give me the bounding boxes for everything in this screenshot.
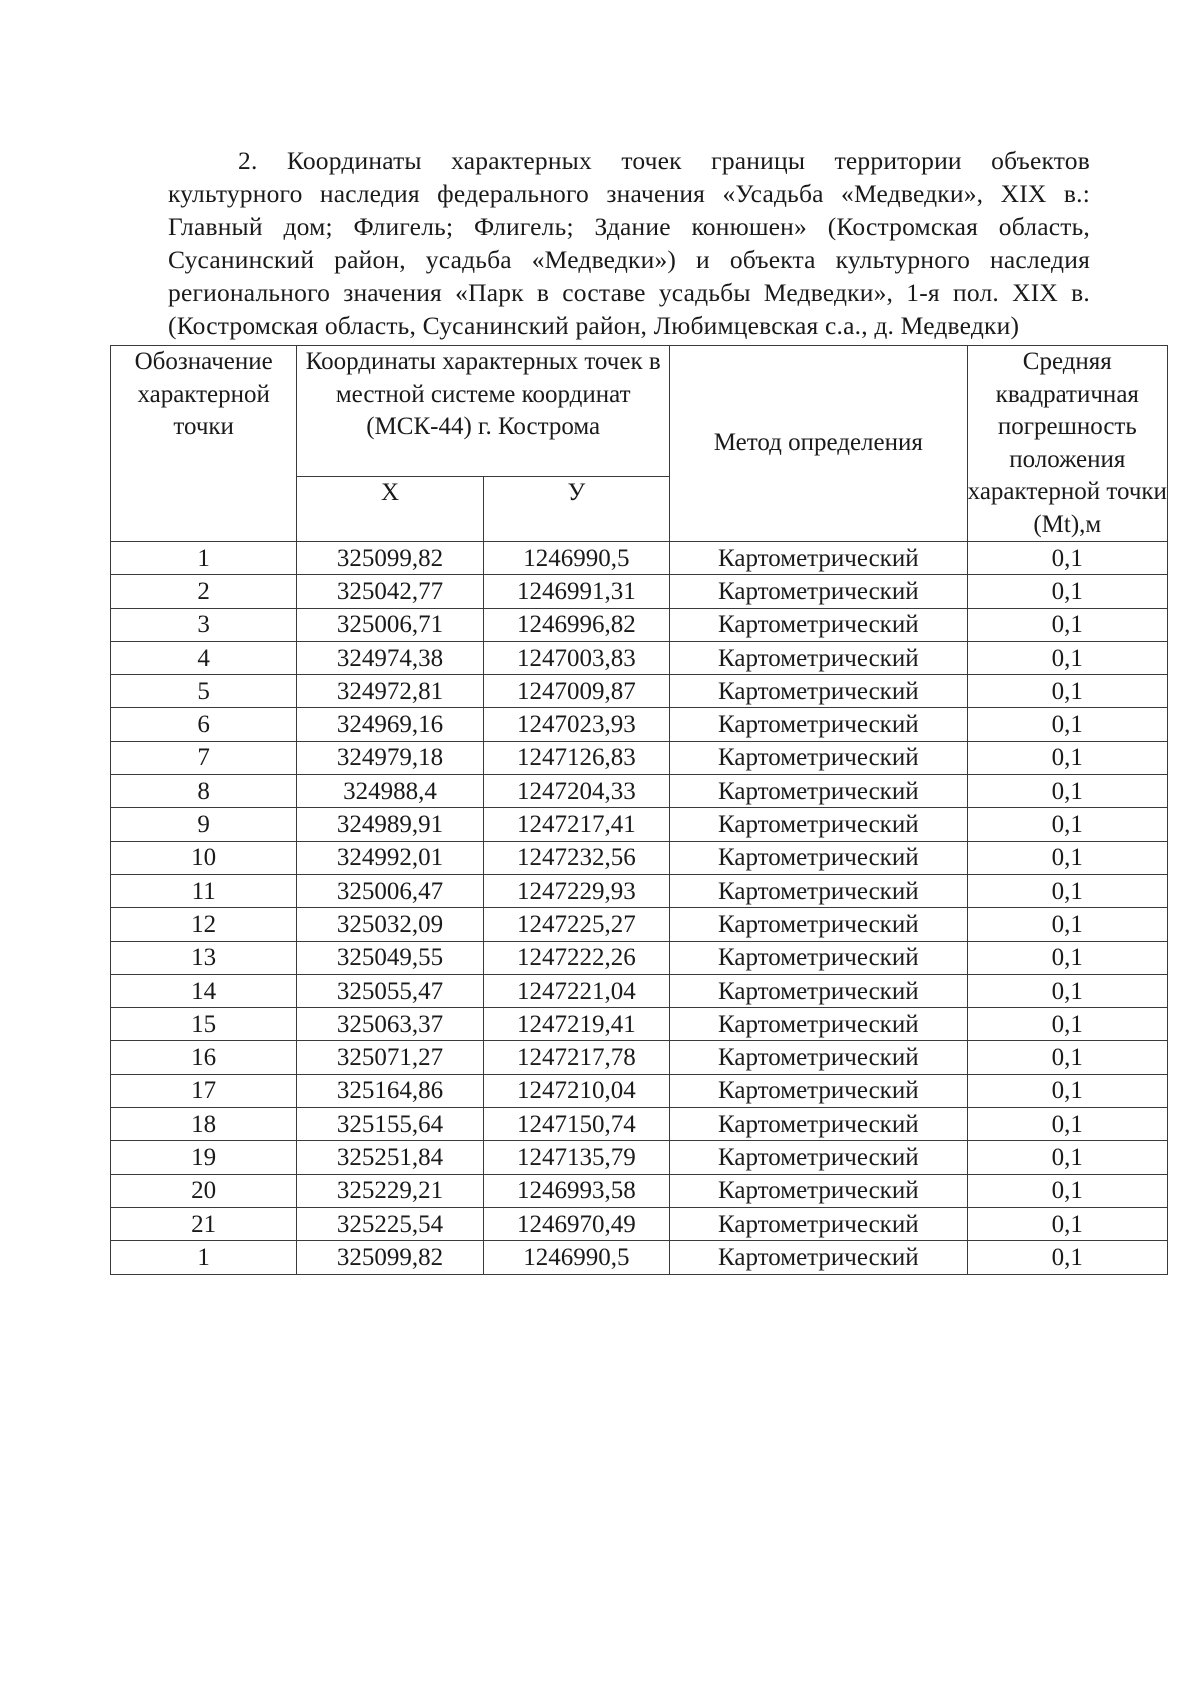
cell-y: 1247221,04 [483, 974, 669, 1007]
cell-y: 1247229,93 [483, 874, 669, 907]
cell-point: 4 [111, 641, 297, 674]
cell-y: 1247219,41 [483, 1008, 669, 1041]
cell-x: 324969,16 [297, 708, 483, 741]
cell-y: 1246991,31 [483, 575, 669, 608]
cell-method: Картометрический [670, 575, 968, 608]
cell-y: 1246990,5 [483, 1241, 669, 1274]
cell-error: 0,1 [967, 1008, 1167, 1041]
table-row [111, 542, 1168, 575]
cell-error: 0,1 [967, 841, 1167, 874]
cell-method: Картометрический [670, 708, 968, 741]
cell-error: 0,1 [967, 908, 1167, 941]
table-row [111, 1074, 1168, 1107]
cell-y: 1247210,04 [483, 1074, 669, 1107]
cell-error: 0,1 [967, 542, 1167, 575]
cell-method: Картометрический [670, 741, 968, 774]
cell-x: 325049,55 [297, 941, 483, 974]
cell-method: Картометрический [670, 1041, 968, 1074]
cell-x: 325071,27 [297, 1041, 483, 1074]
cell-error: 0,1 [967, 641, 1167, 674]
cell-x: 325155,64 [297, 1108, 483, 1141]
cell-point: 16 [111, 1041, 297, 1074]
cell-method: Картометрический [670, 542, 968, 575]
table-row [111, 775, 1168, 808]
cell-error: 0,1 [967, 775, 1167, 808]
table-row [111, 908, 1168, 941]
table-row [111, 974, 1168, 1007]
cell-x: 324972,81 [297, 675, 483, 708]
cell-method: Картометрический [670, 941, 968, 974]
cell-point: 6 [111, 708, 297, 741]
header-row [111, 346, 1168, 477]
cell-point: 8 [111, 775, 297, 808]
cell-method: Картометрический [670, 608, 968, 641]
cell-error: 0,1 [967, 675, 1167, 708]
cell-error: 0,1 [967, 1241, 1167, 1274]
cell-y: 1247217,41 [483, 808, 669, 841]
table-row [111, 1008, 1168, 1041]
cell-y: 1247135,79 [483, 1141, 669, 1174]
cell-point: 1 [111, 542, 297, 575]
cell-x: 325006,71 [297, 608, 483, 641]
cell-y: 1247023,93 [483, 708, 669, 741]
table-row [111, 675, 1168, 708]
cell-method: Картометрический [670, 1108, 968, 1141]
cell-point: 17 [111, 1074, 297, 1107]
cell-error: 0,1 [967, 1108, 1167, 1141]
cell-method: Картометрический [670, 675, 968, 708]
table-row [111, 608, 1168, 641]
cell-point: 20 [111, 1174, 297, 1207]
cell-error: 0,1 [967, 575, 1167, 608]
table-row [111, 1174, 1168, 1207]
table-row [111, 741, 1168, 774]
cell-x: 324979,18 [297, 741, 483, 774]
cell-x: 325099,82 [297, 1241, 483, 1274]
cell-x: 325164,86 [297, 1074, 483, 1107]
cell-point: 7 [111, 741, 297, 774]
cell-error: 0,1 [967, 1041, 1167, 1074]
cell-method: Картометрический [670, 1008, 968, 1041]
cell-method: Картометрический [670, 908, 968, 941]
header-point: Обозначение характерной точки [111, 346, 297, 542]
cell-point: 3 [111, 608, 297, 641]
cell-x: 324989,91 [297, 808, 483, 841]
cell-point: 18 [111, 1108, 297, 1141]
cell-error: 0,1 [967, 974, 1167, 1007]
header-x: Х [297, 477, 483, 542]
header-coords: Координаты характерных точек в местной системе координат (МСК-44) г. Кострома [297, 346, 670, 477]
table-row [111, 641, 1168, 674]
cell-method: Картометрический [670, 1241, 968, 1274]
intro-paragraph: 2. Координаты характерных точек границы территории объектов культурного наследия федерального значения «Усадьба «Медведки», XIX в.: Главный дом; Флигель; Флигель; Здание конюшен» (Костромская область, Сусанинский район, усадьба «Медведки») и объекта культурного наследия регионального значения «Парк в составе усадьбы Медведки», 1-я пол. XIX в. (Костромская область, Сусанинский район, Любимцевская с.а., д. Медведки) [168, 145, 1090, 340]
cell-point: 11 [111, 874, 297, 907]
cell-y: 1246993,58 [483, 1174, 669, 1207]
coordinates-table [110, 345, 1168, 1275]
cell-x: 325006,47 [297, 874, 483, 907]
cell-method: Картометрический [670, 974, 968, 1007]
cell-point: 10 [111, 841, 297, 874]
cell-error: 0,1 [967, 708, 1167, 741]
table-row [111, 874, 1168, 907]
cell-point: 15 [111, 1008, 297, 1041]
table-row [111, 1041, 1168, 1074]
cell-x: 325063,37 [297, 1008, 483, 1041]
cell-y: 1246996,82 [483, 608, 669, 641]
cell-method: Картометрический [670, 874, 968, 907]
cell-y: 1247009,87 [483, 675, 669, 708]
table-row [111, 841, 1168, 874]
cell-x: 324992,01 [297, 841, 483, 874]
cell-method: Картометрический [670, 641, 968, 674]
cell-point: 21 [111, 1207, 297, 1240]
cell-error: 0,1 [967, 1141, 1167, 1174]
cell-y: 1247126,83 [483, 741, 669, 774]
cell-error: 0,1 [967, 874, 1167, 907]
table-row [111, 1141, 1168, 1174]
cell-x: 324988,4 [297, 775, 483, 808]
header-y: У [483, 477, 669, 542]
table-row [111, 575, 1168, 608]
cell-point: 1 [111, 1241, 297, 1274]
cell-error: 0,1 [967, 808, 1167, 841]
cell-point: 12 [111, 908, 297, 941]
cell-x: 325099,82 [297, 542, 483, 575]
table-row [111, 708, 1168, 741]
cell-y: 1247217,78 [483, 1041, 669, 1074]
cell-point: 2 [111, 575, 297, 608]
cell-method: Картометрический [670, 1174, 968, 1207]
table-row [111, 941, 1168, 974]
cell-y: 1247232,56 [483, 841, 669, 874]
cell-x: 325251,84 [297, 1141, 483, 1174]
cell-error: 0,1 [967, 1174, 1167, 1207]
table-row [111, 1207, 1168, 1240]
cell-point: 19 [111, 1141, 297, 1174]
cell-y: 1246990,5 [483, 542, 669, 575]
cell-method: Картометрический [670, 775, 968, 808]
cell-error: 0,1 [967, 608, 1167, 641]
cell-x: 325032,09 [297, 908, 483, 941]
cell-point: 9 [111, 808, 297, 841]
header-method: Метод определения [670, 346, 968, 542]
table-body [111, 542, 1168, 1275]
cell-x: 325055,47 [297, 974, 483, 1007]
cell-y: 1247150,74 [483, 1108, 669, 1141]
table-row [111, 1108, 1168, 1141]
cell-x: 325225,54 [297, 1207, 483, 1240]
table-row [111, 808, 1168, 841]
cell-y: 1247204,33 [483, 775, 669, 808]
cell-y: 1247225,27 [483, 908, 669, 941]
cell-point: 5 [111, 675, 297, 708]
cell-point: 13 [111, 941, 297, 974]
cell-method: Картометрический [670, 808, 968, 841]
header-error: Средняя квадратичная погрешность положения характерной точки (Mt),м [967, 346, 1167, 542]
cell-x: 325229,21 [297, 1174, 483, 1207]
table-row [111, 1241, 1168, 1274]
cell-x: 325042,77 [297, 575, 483, 608]
cell-error: 0,1 [967, 741, 1167, 774]
cell-y: 1246970,49 [483, 1207, 669, 1240]
cell-error: 0,1 [967, 1207, 1167, 1240]
cell-method: Картометрический [670, 1207, 968, 1240]
cell-method: Картометрический [670, 1074, 968, 1107]
cell-method: Картометрический [670, 841, 968, 874]
cell-error: 0,1 [967, 941, 1167, 974]
cell-x: 324974,38 [297, 641, 483, 674]
cell-y: 1247222,26 [483, 941, 669, 974]
cell-error: 0,1 [967, 1074, 1167, 1107]
cell-method: Картометрический [670, 1141, 968, 1174]
cell-point: 14 [111, 974, 297, 1007]
cell-y: 1247003,83 [483, 641, 669, 674]
